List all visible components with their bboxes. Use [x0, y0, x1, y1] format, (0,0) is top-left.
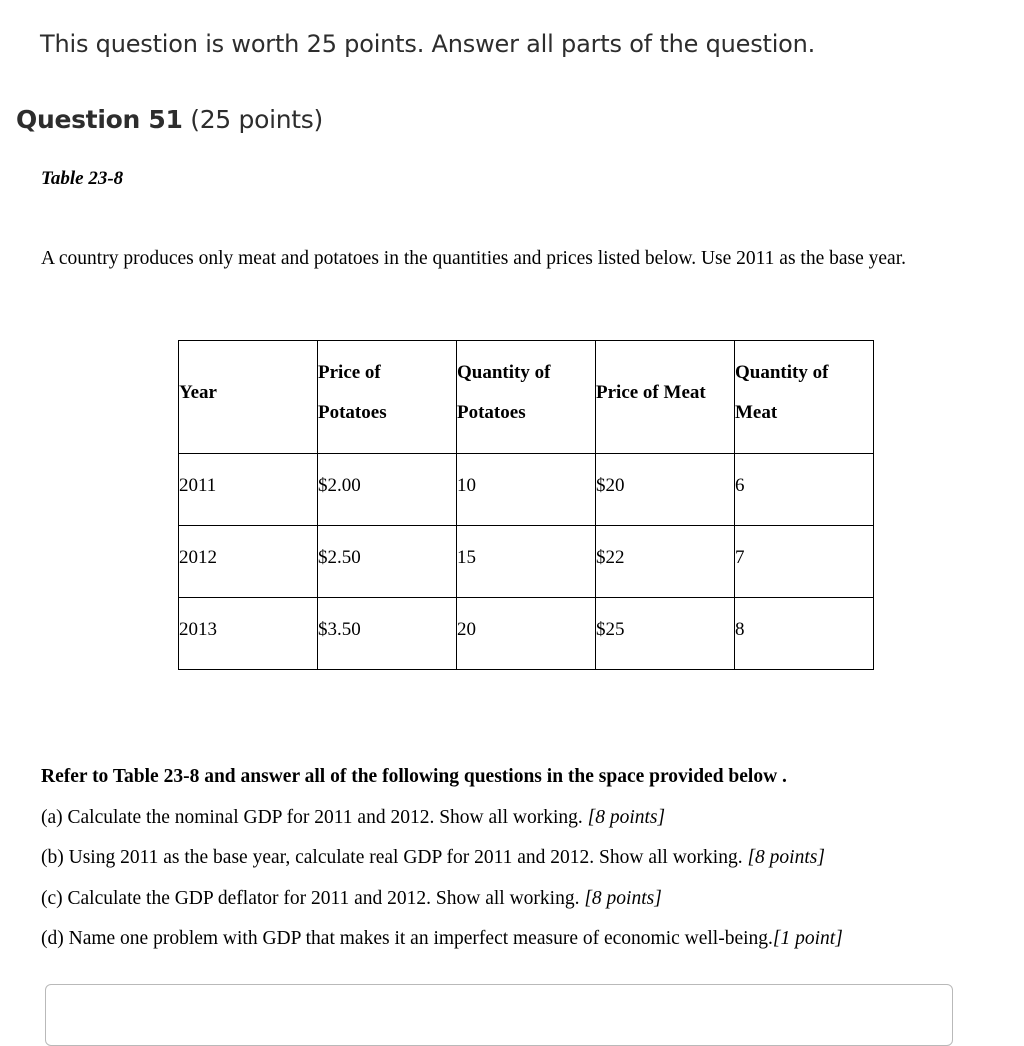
question-header — [16, 105, 323, 134]
points-b: [8 points] — [747, 847, 825, 868]
cell-price-potatoes: $3.50 — [318, 598, 457, 670]
cell-quantity-potatoes: 20 — [457, 598, 596, 670]
points-d: [1 point] — [772, 928, 843, 949]
cell-quantity-potatoes: 15 — [457, 526, 596, 598]
question-part-c: (c) Calculate the GDP deflator for 2011 and 2012. Show all working. [8 points] — [41, 887, 662, 909]
question-part-a: (a) Calculate the nominal GDP for 2011 and 2012. Show all working. [8 points] — [41, 806, 666, 828]
question-part-b: (b) Using 2011 as the base year, calculate real GDP for 2011 and 2012. Show all working. [8 points] — [41, 847, 825, 868]
points-c: [8 points] — [584, 887, 662, 909]
cell-price-meat: $25 — [596, 598, 735, 670]
cell-quantity-meat: 6 — [735, 454, 874, 526]
data-table — [178, 340, 874, 670]
cell-year: 2011 — [179, 454, 318, 526]
table-row — [179, 454, 874, 526]
cell-price-potatoes: $2.00 — [318, 454, 457, 526]
cell-year: 2013 — [179, 598, 318, 670]
question-part-d: (d) Name one problem with GDP that makes it an imperfect measure of economic well-being.[1 point] — [41, 928, 843, 949]
question-title: Question 51 — [16, 105, 183, 134]
points-a: [8 points] — [587, 806, 666, 828]
header-quantity-meat: Quantity of Meat — [735, 341, 874, 454]
question-points: (25 points) — [190, 105, 323, 134]
question-instructions: This question is worth 25 points. Answer all parts of the question. — [40, 30, 816, 58]
header-price-potatoes: Price of Potatoes — [318, 341, 457, 454]
header-year: Year — [179, 341, 318, 454]
cell-quantity-meat: 7 — [735, 526, 874, 598]
question-lead: Refer to Table 23-8 and answer all of the following questions in the space provided below . — [41, 766, 787, 787]
header-price-meat: Price of Meat — [596, 341, 735, 454]
table-caption: Table 23-8 — [41, 168, 124, 189]
cell-price-meat: $20 — [596, 454, 735, 526]
header-quantity-potatoes: Quantity of Potatoes — [457, 341, 596, 454]
cell-quantity-meat: 8 — [735, 598, 874, 670]
cell-price-meat: $22 — [596, 526, 735, 598]
cell-price-potatoes: $2.50 — [318, 526, 457, 598]
table-row — [179, 526, 874, 598]
question-context: A country produces only meat and potatoes in the quantities and prices listed below. Use 2011 as the base year. — [41, 248, 906, 269]
cell-year: 2012 — [179, 526, 318, 598]
table-row — [179, 598, 874, 670]
table-header-row — [179, 341, 874, 454]
question-parts — [41, 760, 843, 963]
cell-quantity-potatoes: 10 — [457, 454, 596, 526]
answer-text-area[interactable] — [45, 984, 953, 1046]
